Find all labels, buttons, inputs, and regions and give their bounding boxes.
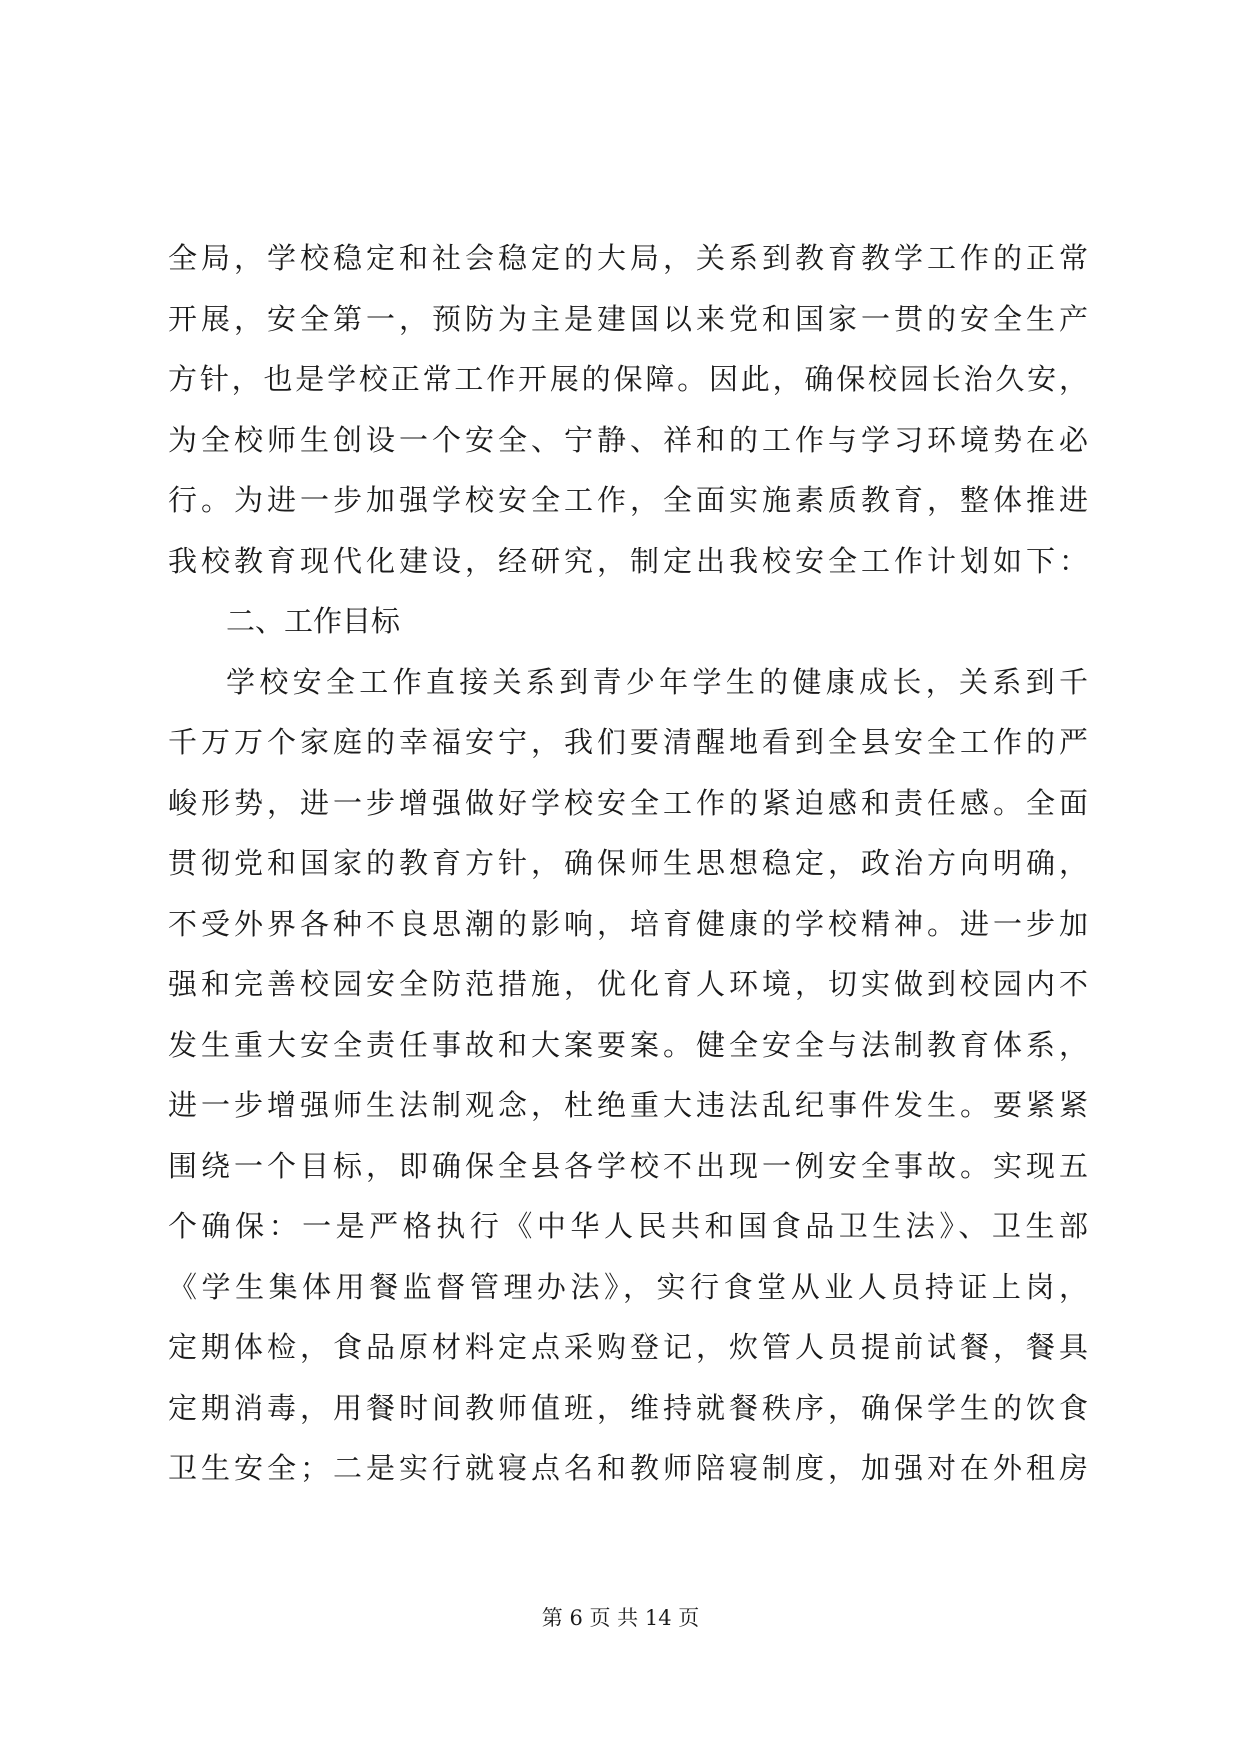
text-line: 不受外界各种不良思潮的影响，培育健康的学校精神。进一步加 — [168, 906, 1088, 941]
text-line: 千万万个家庭的幸福安宁，我们要清醒地看到全县安全工作的严 — [168, 725, 1088, 759]
text-line: 强和完善校园安全防范措施，优化育人环境，切实做到校园内不 — [168, 967, 1088, 1001]
text-line: 发生重大安全责任事故和大案要案。健全安全与法制教育体系， — [168, 1027, 1088, 1062]
text-line: 进一步增强师生法制观念，杜绝重大违法乱纪事件发生。要紧紧 — [168, 1088, 1088, 1122]
text-line: 全局，学校稳定和社会稳定的大局，关系到教育教学工作的正常 — [168, 241, 1088, 275]
text-line: 个确保：一是严格执行《中华人民共和国食品卫生法》、卫生部 — [168, 1209, 1088, 1243]
text-line: 行。为进一步加强学校安全工作，全面实施素质教育，整体推进 — [168, 483, 1088, 517]
text-line: 贯彻党和国家的教育方针，确保师生思想稳定，政治方向明确， — [168, 846, 1088, 880]
text-line: 峻形势，进一步增强做好学校安全工作的紧迫感和责任感。全面 — [168, 785, 1088, 820]
document-body — [168, 228, 1088, 1499]
text-line: 方针，也是学校正常工作开展的保障。因此，确保校园长治久安， — [168, 362, 1088, 396]
text-line: 学校安全工作直接关系到青少年学生的健康成长，关系到千 — [226, 664, 1088, 699]
text-line: 定期消毒，用餐时间教师值班，维持就餐秩序，确保学生的饮食 — [168, 1390, 1088, 1425]
text-line: 《学生集体用餐监督管理办法》，实行食堂从业人员持证上岗， — [168, 1269, 1088, 1304]
text-line: 为全校师生创设一个安全、宁静、祥和的工作与学习环境势在必 — [168, 422, 1088, 457]
text-line: 围绕一个目标，即确保全县各学校不出现一例安全事故。实现五 — [168, 1148, 1088, 1183]
page-number-footer: 第 6 页 共 14 页 — [541, 1606, 700, 1630]
text-line: 我校教育现代化建设，经研究，制定出我校安全工作计划如下： — [168, 543, 1088, 578]
text-line: 定期体检，食品原材料定点采购登记，炊管人员提前试餐，餐具 — [168, 1330, 1088, 1364]
section-heading: 二、工作目标 — [226, 604, 401, 638]
text-line: 卫生安全；二是实行就寝点名和教师陪寝制度，加强对在外租房 — [168, 1451, 1088, 1485]
text-line: 开展，安全第一，预防为主是建国以来党和国家一贯的安全生产 — [168, 301, 1088, 336]
